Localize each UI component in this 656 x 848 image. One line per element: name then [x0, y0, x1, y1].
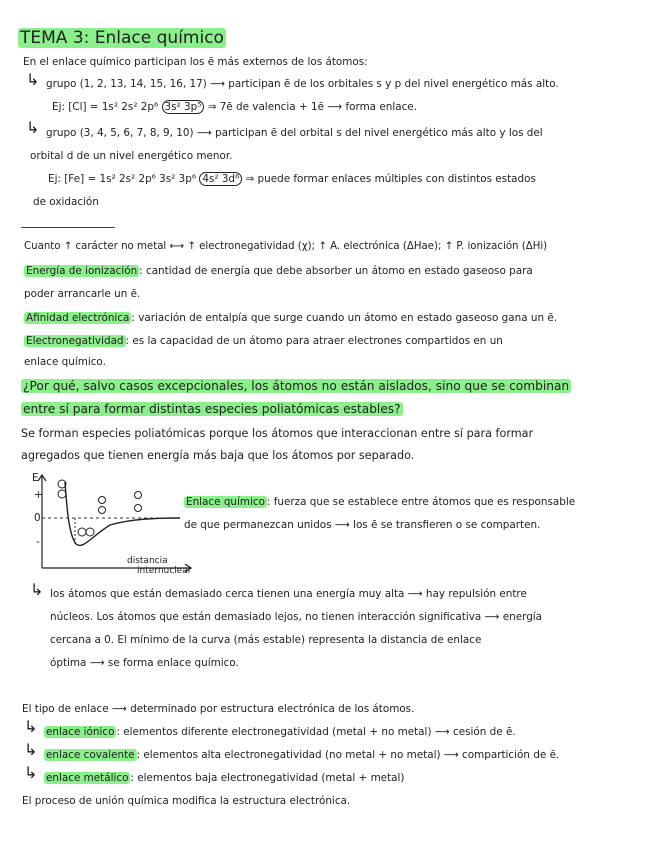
group1-example: Ej: [Cl] = 1s² 2s² 2p⁶ 3s² 3p⁵ ⇒ 7ē de valencia + 1ē ⟶ forma enlace.: [52, 101, 417, 113]
plus-label: +: [34, 489, 43, 501]
explanation-line-1: los átomos que están demasiado cerca tienen una energía muy alta ⟶ hay repulsión entre: [50, 588, 527, 600]
hook-arrow-icon: ↳: [24, 763, 38, 782]
explanation-line-3: cercana a 0. El mínimo de la curva (más estable) representa la distancia de enlace: [50, 634, 482, 646]
atom-icon: [99, 497, 106, 504]
x-axis-label-1: distancia: [127, 556, 168, 566]
answer-line-2: agregados que tienen energía más baja que los átomos por separado.: [21, 449, 415, 462]
explanation-line-4: óptima ⟶ se forma enlace químico.: [50, 657, 239, 669]
ionic-line: enlace iónico : elementos diferente electronegatividad (metal + no metal) ⟶ cesión de ē.: [46, 726, 516, 738]
types-intro: El tipo de enlace ⟶ determinado por estructura electrónica de los átomos.: [22, 703, 415, 715]
group2-ex-cont: de oxidación: [33, 196, 99, 208]
covalent-line: enlace covalente : elementos alta electronegatividad (no metal + no metal) ⟶ compartición de ē.: [46, 749, 560, 761]
hook-arrow-icon: ↳: [26, 70, 40, 89]
intro-text: En el enlace químico participan los ē más externos de los átomos:: [23, 56, 368, 68]
electronegativity-line: Electronegatividad : es la capacidad de un átomo para atraer electrones compartidos en un: [26, 335, 503, 347]
atom-icon: [99, 507, 106, 514]
closing-line: El proceso de unión química modifica la estructura electrónica.: [22, 795, 351, 807]
ionization-line: Energía de ionización : cantidad de energía que debe absorber un átomo en estado gaseoso para: [26, 265, 533, 277]
divider: [21, 227, 115, 228]
affinity-line: Afinidad electrónica : variación de entalpía que surge cuando un átomo en estado gaseoso gana un ē.: [26, 312, 558, 324]
minus-label: -: [36, 536, 40, 548]
x-axis-label-2: internuclear: [137, 566, 192, 576]
atom-icon: [86, 528, 94, 536]
answer-line-1: Se forman especies poliatómicas porque los átomos que interaccionan entre sí para formar: [21, 427, 534, 440]
hook-arrow-icon: ↳: [24, 740, 38, 759]
props-line: Cuanto ↑ carácter no metal ⟷ ↑ electronegatividad (χ); ↑ A. electrónica (ΔHae); ↑ P. ionización (ΔHi): [24, 241, 548, 252]
enlace-def-cont: de que permanezcan unidos ⟶ los ē se transfieren o se comparten.: [184, 519, 541, 531]
group2-cont: orbital d de un nivel energético menor.: [30, 150, 233, 162]
group2-example: Ej: [Fe] = 1s² 2s² 2p⁶ 3s² 3p⁶ 4s² 3d⁶ ⇒ puede formar enlaces múltiples con distintos estados: [48, 173, 536, 185]
group1-line: grupo (1, 2, 13, 14, 15, 16, 17) ⟶ participan ē de los orbitales s y p del nivel energético más alto.: [46, 78, 559, 90]
question-line-2: entre sí para formar distintas especies poliatómicas estables?: [23, 402, 401, 416]
hook-arrow-icon: ↳: [26, 118, 40, 137]
ionization-cont: poder arrancarle un ē.: [24, 288, 141, 300]
atom-icon: [135, 492, 142, 499]
metallic-line: enlace metálico : elementos baja electronegatividad (metal + metal): [46, 772, 405, 784]
hook-arrow-icon: ↳: [24, 717, 38, 736]
page-title: TEMA 3: Enlace químico: [20, 28, 224, 48]
hook-arrow-icon: ↳: [30, 580, 44, 599]
group2-line: grupo (3, 4, 5, 6, 7, 8, 9, 10) ⟶ participan ē del orbital s del nivel energético más alto y los del: [46, 127, 543, 139]
atom-icon: [58, 490, 66, 498]
zero-label: 0: [34, 512, 41, 524]
enlace-def-line: Enlace químico : fuerza que se establece entre átomos que es responsable: [186, 496, 576, 508]
electronegativity-cont: enlace químico.: [24, 356, 106, 368]
y-axis-label: E: [32, 472, 39, 484]
atom-icon: [78, 528, 86, 536]
question-line-1: ¿Por qué, salvo casos excepcionales, los átomos no están aislados, sino que se combinan: [23, 379, 570, 393]
explanation-line-2: núcleos. Los átomos que están demasiado lejos, no tienen interacción significativa ⟶ energía: [50, 611, 543, 623]
atom-icon: [135, 505, 142, 512]
